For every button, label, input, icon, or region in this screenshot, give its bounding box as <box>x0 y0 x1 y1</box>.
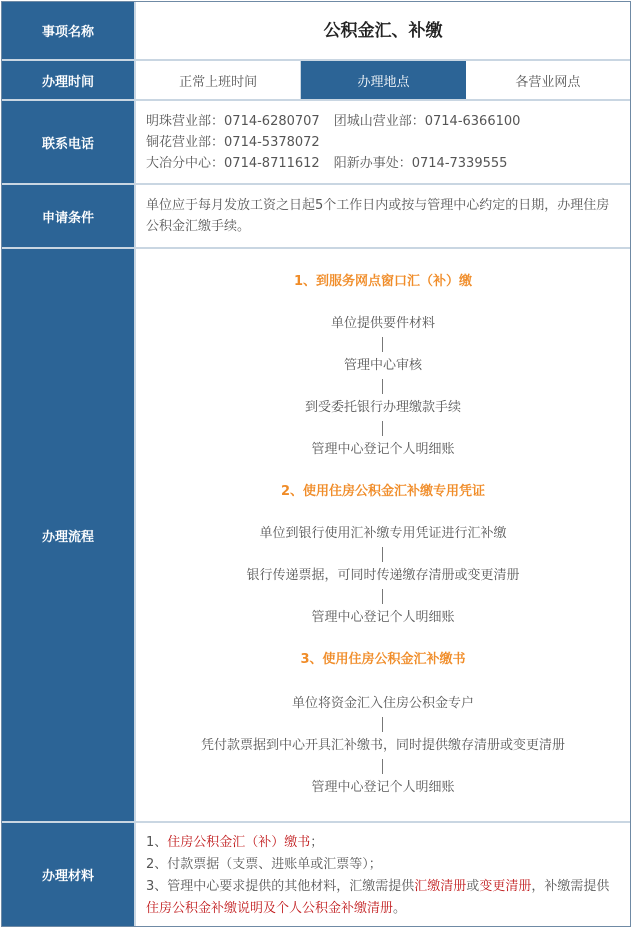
material-text: 2、付款票据（支票、进账单或汇票等）； <box>146 857 382 872</box>
tab-business-outlets[interactable]: 各营业网点 <box>515 74 581 90</box>
flow-step: 单位到银行使用汇补缴专用凭证进行汇补缴 <box>259 526 507 541</box>
material-text: 或 <box>466 879 480 894</box>
condition-text: 单位应于每月发放工资之日起5个工作日内或按与管理中心约定的日期，办理住房公积金汇缴手续。 <box>146 198 610 234</box>
flow-section-title: 3、使用住房公积金汇补缴书 <box>300 652 466 667</box>
flow-connector <box>382 759 383 774</box>
phone-entry: 明珠营业部：0714-6280707 <box>146 114 320 129</box>
phone-list <box>136 101 630 183</box>
phone-line <box>146 132 620 153</box>
flow-step: 银行传递票据，可同时传递缴存清册或变更清册 <box>246 568 520 583</box>
flow-step: 凭付款票据到中心开具汇补缴书，同时提供缴存清册或变更清册 <box>200 738 565 753</box>
office-name: 铜花营业部 <box>146 135 212 150</box>
label-contact-phone: 联系电话 <box>2 101 136 183</box>
phone-number: 0714-5378072 <box>224 135 320 150</box>
flow-section-title: 1、到服务网点窗口汇（补）缴 <box>293 274 473 289</box>
material-text: ，补缴需提供 <box>531 879 610 894</box>
flow-connector <box>382 589 383 604</box>
phone-number: 0714-7339555 <box>411 156 508 171</box>
label-process-flow: 办理流程 <box>2 249 136 821</box>
label-handle-time: 办理时间 <box>2 61 136 99</box>
office-name: 团城山营业部 <box>333 114 412 129</box>
label-apply-condition: 申请条件 <box>2 185 136 247</box>
row-contact-phone <box>2 101 630 183</box>
flow-diagram <box>136 249 630 821</box>
phone-number: 0714-8711612 <box>224 156 320 171</box>
flow-step: 管理中心登记个人明细账 <box>311 610 455 625</box>
material-item <box>146 876 622 920</box>
row-process-flow <box>2 249 630 821</box>
row-materials <box>2 823 630 926</box>
flow-connector <box>382 379 383 394</box>
tab-normal-hours[interactable]: 正常上班时间 <box>136 61 301 99</box>
phone-line <box>146 111 620 132</box>
material-item <box>146 854 622 876</box>
office-name: 明珠营业部 <box>146 114 212 129</box>
flow-connector <box>382 421 383 436</box>
flow-step: 单位提供要件材料 <box>330 316 435 331</box>
material-text: 3、管理中心要求提供的其他材料，汇缴需提供 <box>146 879 415 894</box>
phone-entry: 阳新办事处：0714-7339555 <box>333 156 508 171</box>
materials-list <box>136 823 630 926</box>
item-name-value: 公积金汇、补缴 <box>323 20 443 41</box>
phone-entry: 大冶分中心：0714-8711612 <box>146 156 320 171</box>
flow-step: 管理中心审核 <box>343 358 422 373</box>
phone-number: 0714-6280707 <box>224 114 320 129</box>
flow-step: 单位将资金汇入住房公积金专户 <box>291 696 474 711</box>
flow-connector <box>382 337 383 352</box>
material-text: ； <box>310 835 324 850</box>
flow-step: 管理中心登记个人明细账 <box>311 780 455 795</box>
label-materials: 办理材料 <box>2 823 136 926</box>
material-highlight: 变更清册 <box>479 879 532 894</box>
flow-connector <box>382 717 383 732</box>
flow-section-title: 2、使用住房公积金汇补缴专用凭证 <box>280 484 486 499</box>
row-apply-condition <box>2 185 630 247</box>
phone-line <box>146 153 620 174</box>
material-item <box>146 832 622 854</box>
flow-step: 到受委托银行办理缴款手续 <box>304 400 461 415</box>
material-text: 1、 <box>146 835 168 850</box>
time-tabs <box>136 61 630 99</box>
row-handle-time <box>2 61 630 99</box>
phone-number: 0714-6366100 <box>424 114 521 129</box>
office-name: 大冶分中心 <box>146 156 212 171</box>
row-item-name <box>2 2 630 59</box>
flow-connector <box>382 547 383 562</box>
material-highlight: 汇缴清册 <box>414 879 467 894</box>
info-table <box>1 1 631 927</box>
material-highlight: 住房公积金补缴说明及个人公积金补缴清册 <box>146 901 394 916</box>
tab-handle-location[interactable]: 办理地点 <box>301 61 465 99</box>
office-name: 阳新办事处 <box>333 156 399 171</box>
material-text: 。 <box>393 901 407 916</box>
flow-step: 管理中心登记个人明细账 <box>311 442 455 457</box>
phone-entry: 铜花营业部：0714-5378072 <box>146 135 320 150</box>
phone-entry: 团城山营业部：0714-6366100 <box>333 114 521 129</box>
label-item-name: 事项名称 <box>2 2 136 59</box>
material-highlight: 住房公积金汇（补）缴书 <box>167 835 311 850</box>
